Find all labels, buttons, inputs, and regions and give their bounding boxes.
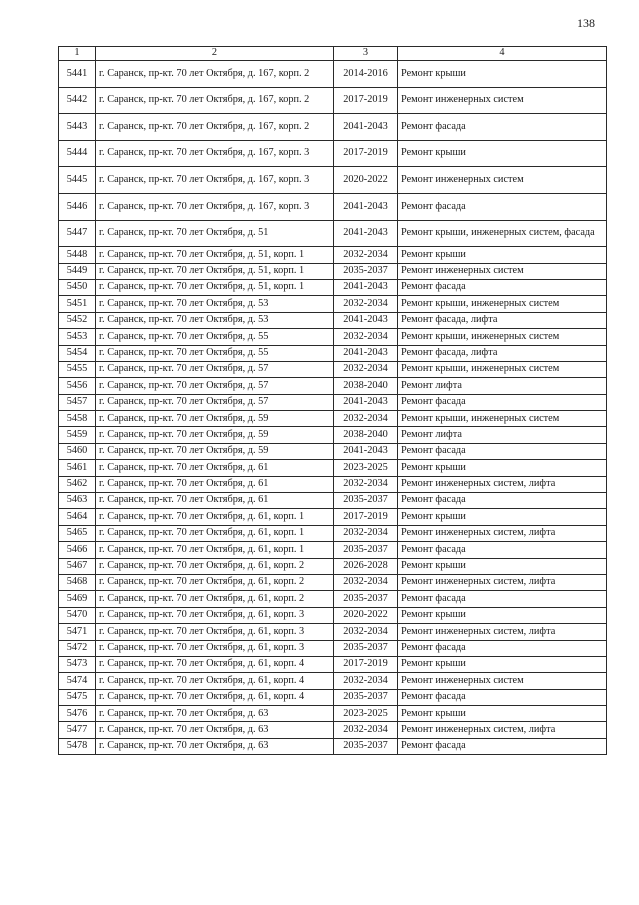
table-row	[59, 87, 607, 114]
row-number-cell: 5454	[59, 345, 96, 361]
table-row	[59, 394, 607, 410]
period-cell: 2017-2019	[334, 509, 398, 525]
row-number-cell: 5470	[59, 607, 96, 623]
period-cell: 2035-2037	[334, 738, 398, 754]
row-number-cell: 5443	[59, 114, 96, 141]
table-row	[59, 738, 607, 754]
period-cell: 2032-2034	[334, 525, 398, 541]
table-row	[59, 460, 607, 476]
row-number-cell: 5444	[59, 140, 96, 167]
address-cell: г. Саранск, пр-кт. 70 лет Октября, д. 63	[96, 722, 334, 738]
address-cell: г. Саранск, пр-кт. 70 лет Октября, д. 57	[96, 394, 334, 410]
row-number-cell: 5459	[59, 427, 96, 443]
column-header-address: 2	[96, 47, 334, 61]
row-number-cell: 5460	[59, 443, 96, 459]
address-cell: г. Саранск, пр-кт. 70 лет Октября, д. 167, корп. 3	[96, 140, 334, 167]
work-type-cell: Ремонт крыши	[398, 61, 607, 88]
period-cell: 2035-2037	[334, 493, 398, 509]
work-type-cell: Ремонт крыши	[398, 607, 607, 623]
address-cell: г. Саранск, пр-кт. 70 лет Октября, д. 167, корп. 2	[96, 114, 334, 141]
period-cell: 2026-2028	[334, 558, 398, 574]
table-row	[59, 624, 607, 640]
row-number-cell: 5467	[59, 558, 96, 574]
table-body	[59, 61, 607, 755]
work-type-cell: Ремонт фасада	[398, 443, 607, 459]
table-row	[59, 574, 607, 590]
table-row	[59, 361, 607, 377]
row-number-cell: 5451	[59, 296, 96, 312]
row-number-cell: 5472	[59, 640, 96, 656]
address-cell: г. Саранск, пр-кт. 70 лет Октября, д. 51	[96, 220, 334, 247]
period-cell: 2041-2043	[334, 443, 398, 459]
address-cell: г. Саранск, пр-кт. 70 лет Октября, д. 167, корп. 2	[96, 61, 334, 88]
column-header-period: 3	[334, 47, 398, 61]
column-header-number: 1	[59, 47, 96, 61]
table-row	[59, 279, 607, 295]
work-type-cell: Ремонт фасада, лифта	[398, 312, 607, 328]
address-cell: г. Саранск, пр-кт. 70 лет Октября, д. 61, корп. 1	[96, 509, 334, 525]
work-type-cell: Ремонт крыши, инженерных систем	[398, 411, 607, 427]
work-type-cell: Ремонт фасада	[398, 114, 607, 141]
work-type-cell: Ремонт фасада, лифта	[398, 345, 607, 361]
address-cell: г. Саранск, пр-кт. 70 лет Октября, д. 53	[96, 312, 334, 328]
period-cell: 2032-2034	[334, 247, 398, 263]
address-cell: г. Саранск, пр-кт. 70 лет Октября, д. 55	[96, 329, 334, 345]
table-row	[59, 263, 607, 279]
period-cell: 2038-2040	[334, 427, 398, 443]
address-cell: г. Саранск, пр-кт. 70 лет Октября, д. 61	[96, 493, 334, 509]
row-number-cell: 5478	[59, 738, 96, 754]
row-number-cell: 5463	[59, 493, 96, 509]
period-cell: 2032-2034	[334, 296, 398, 312]
work-type-cell: Ремонт фасада	[398, 279, 607, 295]
table-row	[59, 167, 607, 194]
address-cell: г. Саранск, пр-кт. 70 лет Октября, д. 53	[96, 296, 334, 312]
row-number-cell: 5445	[59, 167, 96, 194]
row-number-cell: 5466	[59, 542, 96, 558]
work-type-cell: Ремонт инженерных систем	[398, 167, 607, 194]
row-number-cell: 5448	[59, 247, 96, 263]
period-cell: 2032-2034	[334, 329, 398, 345]
row-number-cell: 5447	[59, 220, 96, 247]
period-cell: 2035-2037	[334, 591, 398, 607]
address-cell: г. Саранск, пр-кт. 70 лет Октября, д. 51, корп. 1	[96, 263, 334, 279]
address-cell: г. Саранск, пр-кт. 70 лет Октября, д. 51, корп. 1	[96, 247, 334, 263]
address-cell: г. Саранск, пр-кт. 70 лет Октября, д. 167, корп. 3	[96, 167, 334, 194]
table-row	[59, 114, 607, 141]
work-type-cell: Ремонт инженерных систем	[398, 87, 607, 114]
table-row	[59, 591, 607, 607]
work-type-cell: Ремонт фасада	[398, 640, 607, 656]
period-cell: 2032-2034	[334, 361, 398, 377]
work-type-cell: Ремонт крыши, инженерных систем	[398, 329, 607, 345]
row-number-cell: 5449	[59, 263, 96, 279]
address-cell: г. Саранск, пр-кт. 70 лет Октября, д. 61	[96, 476, 334, 492]
work-type-cell: Ремонт крыши	[398, 140, 607, 167]
address-cell: г. Саранск, пр-кт. 70 лет Октября, д. 61, корп. 3	[96, 624, 334, 640]
period-cell: 2035-2037	[334, 263, 398, 279]
table-row	[59, 722, 607, 738]
table-row	[59, 247, 607, 263]
table-row	[59, 61, 607, 88]
table-row	[59, 542, 607, 558]
address-cell: г. Саранск, пр-кт. 70 лет Октября, д. 61, корп. 4	[96, 689, 334, 705]
work-type-cell: Ремонт крыши	[398, 706, 607, 722]
table-row	[59, 411, 607, 427]
row-number-cell: 5446	[59, 193, 96, 220]
table-row	[59, 673, 607, 689]
table-row	[59, 312, 607, 328]
row-number-cell: 5456	[59, 378, 96, 394]
row-number-cell: 5457	[59, 394, 96, 410]
address-cell: г. Саранск, пр-кт. 70 лет Октября, д. 61, корп. 4	[96, 656, 334, 672]
address-cell: г. Саранск, пр-кт. 70 лет Октября, д. 61, корп. 1	[96, 542, 334, 558]
period-cell: 2041-2043	[334, 279, 398, 295]
row-number-cell: 5475	[59, 689, 96, 705]
work-type-cell: Ремонт инженерных систем	[398, 673, 607, 689]
table-row	[59, 509, 607, 525]
work-type-cell: Ремонт фасада	[398, 542, 607, 558]
row-number-cell: 5442	[59, 87, 96, 114]
address-cell: г. Саранск, пр-кт. 70 лет Октября, д. 63	[96, 706, 334, 722]
row-number-cell: 5469	[59, 591, 96, 607]
work-type-cell: Ремонт крыши	[398, 558, 607, 574]
column-header-work: 4	[398, 47, 607, 61]
period-cell: 2035-2037	[334, 689, 398, 705]
row-number-cell: 5452	[59, 312, 96, 328]
period-cell: 2017-2019	[334, 87, 398, 114]
period-cell: 2017-2019	[334, 140, 398, 167]
row-number-cell: 5461	[59, 460, 96, 476]
period-cell: 2032-2034	[334, 624, 398, 640]
work-type-cell: Ремонт лифта	[398, 378, 607, 394]
table-row	[59, 476, 607, 492]
address-cell: г. Саранск, пр-кт. 70 лет Октября, д. 55	[96, 345, 334, 361]
period-cell: 2041-2043	[334, 193, 398, 220]
repair-schedule-table	[58, 46, 607, 755]
table-row	[59, 427, 607, 443]
table-row	[59, 493, 607, 509]
period-cell: 2023-2025	[334, 460, 398, 476]
work-type-cell: Ремонт инженерных систем, лифта	[398, 476, 607, 492]
address-cell: г. Саранск, пр-кт. 70 лет Октября, д. 61, корп. 4	[96, 673, 334, 689]
table-row	[59, 220, 607, 247]
address-cell: г. Саранск, пр-кт. 70 лет Октября, д. 61, корп. 1	[96, 525, 334, 541]
work-type-cell: Ремонт крыши, инженерных систем	[398, 361, 607, 377]
address-cell: г. Саранск, пр-кт. 70 лет Октября, д. 61, корп. 2	[96, 558, 334, 574]
work-type-cell: Ремонт крыши	[398, 509, 607, 525]
address-cell: г. Саранск, пр-кт. 70 лет Октября, д. 63	[96, 738, 334, 754]
period-cell: 2032-2034	[334, 673, 398, 689]
work-type-cell: Ремонт лифта	[398, 427, 607, 443]
row-number-cell: 5455	[59, 361, 96, 377]
row-number-cell: 5458	[59, 411, 96, 427]
address-cell: г. Саранск, пр-кт. 70 лет Октября, д. 59	[96, 443, 334, 459]
address-cell: г. Саранск, пр-кт. 70 лет Октября, д. 59	[96, 411, 334, 427]
table-header-row	[59, 47, 607, 61]
period-cell: 2041-2043	[334, 114, 398, 141]
address-cell: г. Саранск, пр-кт. 70 лет Октября, д. 167, корп. 2	[96, 87, 334, 114]
table-row	[59, 329, 607, 345]
period-cell: 2020-2022	[334, 167, 398, 194]
address-cell: г. Саранск, пр-кт. 70 лет Октября, д. 61, корп. 2	[96, 574, 334, 590]
period-cell: 2041-2043	[334, 220, 398, 247]
work-type-cell: Ремонт инженерных систем, лифта	[398, 722, 607, 738]
table-row	[59, 378, 607, 394]
row-number-cell: 5441	[59, 61, 96, 88]
work-type-cell: Ремонт крыши, инженерных систем, фасада	[398, 220, 607, 247]
work-type-cell: Ремонт фасада	[398, 689, 607, 705]
address-cell: г. Саранск, пр-кт. 70 лет Октября, д. 57	[96, 378, 334, 394]
page-number: 138	[577, 16, 595, 30]
work-type-cell: Ремонт фасада	[398, 394, 607, 410]
table-row	[59, 689, 607, 705]
period-cell: 2017-2019	[334, 656, 398, 672]
period-cell: 2035-2037	[334, 542, 398, 558]
address-cell: г. Саранск, пр-кт. 70 лет Октября, д. 61, корп. 3	[96, 607, 334, 623]
table-row	[59, 706, 607, 722]
period-cell: 2035-2037	[334, 640, 398, 656]
work-type-cell: Ремонт крыши	[398, 460, 607, 476]
work-type-cell: Ремонт фасада	[398, 738, 607, 754]
row-number-cell: 5473	[59, 656, 96, 672]
address-cell: г. Саранск, пр-кт. 70 лет Октября, д. 61, корп. 2	[96, 591, 334, 607]
table-row	[59, 296, 607, 312]
address-cell: г. Саранск, пр-кт. 70 лет Октября, д. 61, корп. 3	[96, 640, 334, 656]
work-type-cell: Ремонт фасада	[398, 591, 607, 607]
row-number-cell: 5474	[59, 673, 96, 689]
work-type-cell: Ремонт крыши, инженерных систем	[398, 296, 607, 312]
row-number-cell: 5471	[59, 624, 96, 640]
period-cell: 2038-2040	[334, 378, 398, 394]
row-number-cell: 5453	[59, 329, 96, 345]
work-type-cell: Ремонт крыши	[398, 656, 607, 672]
table-row	[59, 558, 607, 574]
table-row	[59, 640, 607, 656]
work-type-cell: Ремонт инженерных систем, лифта	[398, 574, 607, 590]
row-number-cell: 5465	[59, 525, 96, 541]
table-row	[59, 443, 607, 459]
address-cell: г. Саранск, пр-кт. 70 лет Октября, д. 59	[96, 427, 334, 443]
work-type-cell: Ремонт инженерных систем, лифта	[398, 525, 607, 541]
address-cell: г. Саранск, пр-кт. 70 лет Октября, д. 51, корп. 1	[96, 279, 334, 295]
row-number-cell: 5462	[59, 476, 96, 492]
row-number-cell: 5476	[59, 706, 96, 722]
table-row	[59, 345, 607, 361]
row-number-cell: 5450	[59, 279, 96, 295]
period-cell: 2023-2025	[334, 706, 398, 722]
table-row	[59, 140, 607, 167]
work-type-cell: Ремонт крыши	[398, 247, 607, 263]
address-cell: г. Саранск, пр-кт. 70 лет Октября, д. 57	[96, 361, 334, 377]
work-type-cell: Ремонт инженерных систем	[398, 263, 607, 279]
address-cell: г. Саранск, пр-кт. 70 лет Октября, д. 61	[96, 460, 334, 476]
work-type-cell: Ремонт фасада	[398, 493, 607, 509]
period-cell: 2020-2022	[334, 607, 398, 623]
row-number-cell: 5477	[59, 722, 96, 738]
period-cell: 2014-2016	[334, 61, 398, 88]
table-row	[59, 525, 607, 541]
period-cell: 2032-2034	[334, 411, 398, 427]
period-cell: 2032-2034	[334, 574, 398, 590]
table-row	[59, 656, 607, 672]
table-row	[59, 607, 607, 623]
period-cell: 2041-2043	[334, 312, 398, 328]
work-type-cell: Ремонт инженерных систем, лифта	[398, 624, 607, 640]
period-cell: 2041-2043	[334, 394, 398, 410]
period-cell: 2032-2034	[334, 722, 398, 738]
period-cell: 2041-2043	[334, 345, 398, 361]
period-cell: 2032-2034	[334, 476, 398, 492]
address-cell: г. Саранск, пр-кт. 70 лет Октября, д. 167, корп. 3	[96, 193, 334, 220]
row-number-cell: 5464	[59, 509, 96, 525]
row-number-cell: 5468	[59, 574, 96, 590]
work-type-cell: Ремонт фасада	[398, 193, 607, 220]
table-row	[59, 193, 607, 220]
